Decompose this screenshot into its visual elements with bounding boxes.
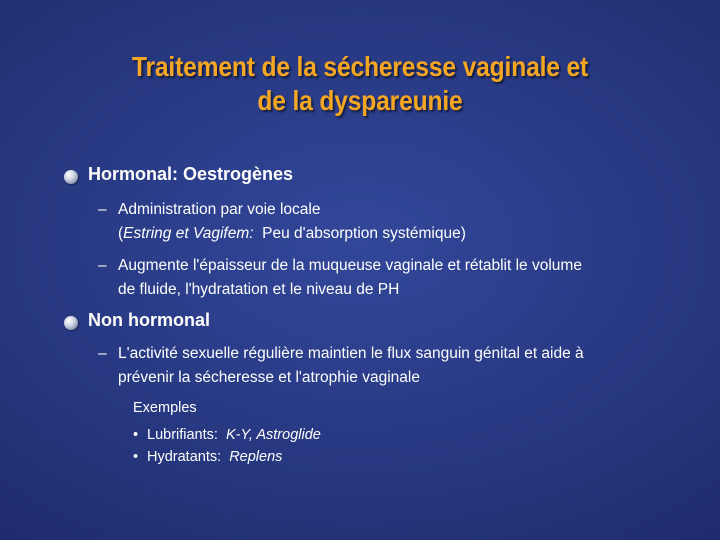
lubricants-value: K-Y, Astroglide xyxy=(226,427,321,443)
product-names: Estring et Vagifem: xyxy=(123,225,254,242)
heading-hormonal: Hormonal: Oestrogènes xyxy=(88,164,294,184)
hormonal-item-2-line-2: de fluide, l'hydratation et le niveau de PH xyxy=(118,281,400,298)
hormonal-item-2 xyxy=(118,254,582,302)
hormonal-item-1-line-1: Administration par voie locale xyxy=(118,201,321,218)
non-hormonal-item-1 xyxy=(118,342,584,390)
non-hormonal-item-1-line-1: L'activité sexuelle régulière maintien le flux sanguin génital et aide à xyxy=(118,345,584,362)
title-line-1: Traitement de la sécheresse vaginale et xyxy=(131,51,589,82)
example-hydrants xyxy=(133,446,282,468)
lubricants-label: Lubrifiants: xyxy=(147,427,226,443)
heading-non-hormonal: Non hormonal xyxy=(88,310,210,330)
dash-icon: – xyxy=(98,257,107,274)
bullet-dot-icon: • xyxy=(133,449,139,465)
bullet-icon xyxy=(64,316,78,330)
hormonal-item-1 xyxy=(118,198,466,246)
hormonal-item-2-line-1: Augmente l'épaisseur de la muqueuse vaginale et rétablit le volume xyxy=(118,257,582,274)
hydrants-value: Replens xyxy=(229,449,283,465)
absorption-note: Peu d'absorption systémique) xyxy=(253,225,466,242)
dash-icon: – xyxy=(98,201,107,218)
non-hormonal-item-1-line-2: prévenir la sécheresse et l'atrophie vaginale xyxy=(118,369,420,386)
dash-icon: – xyxy=(98,345,107,362)
paren-open: ( xyxy=(118,225,124,242)
hydrants-label: Hydratants: xyxy=(147,449,230,465)
bullet-dot-icon: • xyxy=(133,427,139,443)
bullet-icon xyxy=(64,170,78,184)
title-line-2: de la dyspareunie xyxy=(257,85,463,116)
examples-label: Exemples xyxy=(133,400,197,416)
hormonal-item-1-line-2 xyxy=(118,222,466,246)
example-lubricants xyxy=(133,424,321,446)
